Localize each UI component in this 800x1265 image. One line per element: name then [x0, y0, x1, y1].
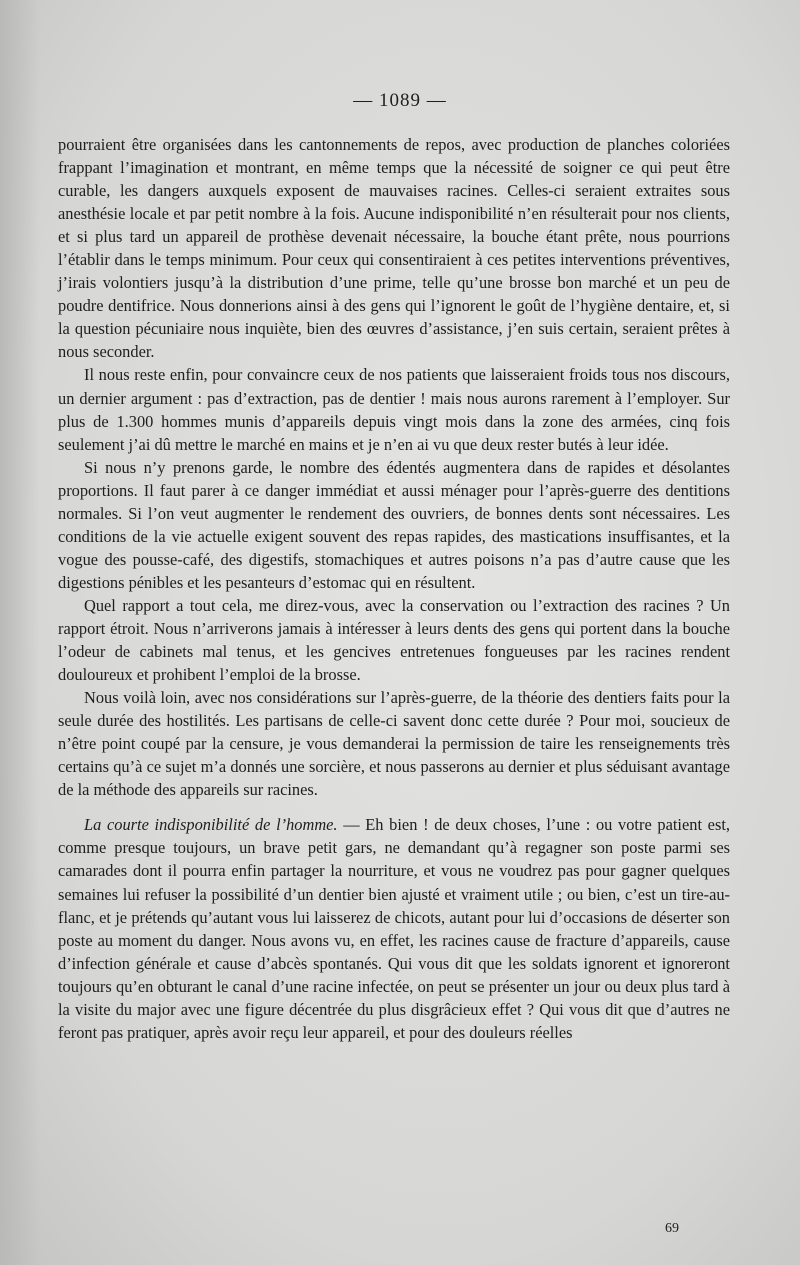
page-number: — 1089 —	[353, 90, 447, 111]
paragraph: Il nous reste enfin, pour convaincre ceux de nos patients que laisseraient froids tous nos discours, un dernier argument : pas d’extraction, pas de dentier ! mais nous aurons rarement à l’employer. Sur plus de 1.300 hommes munis d’appareils depuis vingt mois dans la zone des armées, cinq fois seulement j’ai dû mettre le marché en mains et je n’en ai vu que deux rester butés à leur idée.	[58, 365, 730, 454]
section-title: La courte indisponibilité de l’homme.	[84, 815, 338, 835]
body-text	[58, 133, 730, 1044]
section-text: — Eh bien ! de deux choses, l’une : ou votre patient est, comme presque toujours, un brave petit gars, ne demandant qu’à regagner son poste parmi ses camarades dont il pourra enfin partager la nourriture, et vous ne voudrez pas pour gagner quelques semaines lui refuser la possibilité d’un dentier bien ajusté et vraiment utile ; ou bien, c’est un tire-au-flanc, et je prétends qu’autant vous lui laisserez de chicots, autant pour lui d’occasions de déserter son poste au moment du danger. Nous avons vu, en effet, les racines cause de fracture d’appareils, cause d’infection générale et cause d’abcès spontanés. Qui vous dit que les soldats ignorent et ignoreront toujours qu’en obturant le canal d’une racine infectée, on peut se présenter un jour ou deux plus tard à la visite du major avec une figure décentrée du plus disgrâcieux effet ? Qui vous dit que d’autres ne feront pas pratiquer, après avoir reçu leur appareil, et pour des douleurs réelles	[58, 815, 730, 1042]
paragraph: Quel rapport a tout cela, me direz-vous, avec la conservation ou l’extraction des racines ? Un rapport étroit. Nous n’arriverons jamais à intéresser à leurs dents des gens qui portent dans la bouche l’odeur de cabinets mal tenus, et les gencives entretenues fongueuses par les racines rendent douloureux et prohibent l’emploi de la brosse.	[58, 595, 730, 685]
page-edge-shadow	[0, 0, 40, 1265]
signature-mark: 69	[665, 1221, 679, 1236]
paragraph-continued: pourraient être organisées dans les cantonnements de repos, avec production de planches coloriées frappant l’imagination et montrant, en même temps que la nécessité de soigner ce qui peut être curable, les dangers auxquels exposent de mauvaises racines. Celles-ci seraient extraites sous anesthésie locale et par petit nombre à la fois. Aucune indisponibilité n’en résulterait pour nos clients, et si plus tard un appareil de prothèse devenait nécessaire, la bouche étant prête, nous pourrions l’établir dans le temps minimum. Pour ceux qui consentiraient à ces petites interventions préventives, j’irais volontiers jusqu’à la distribution d’une prime, telle qu’une brosse bon marché et un peu de poudre dentifrice. Nous donnerions ainsi à des gens qui l’ignorent le goût de l’hygiène dentaire, et, si la question pécuniaire nous inquiète, bien des œuvres d’assistance, j’en suis certain, seraient prêtes à nous seconder.	[58, 135, 730, 362]
paragraph: Si nous n’y prenons garde, le nombre des édentés augmentera dans de rapides et désolantes proportions. Il faut parer à ce danger immédiat et aussi ménager pour l’après-guerre des dentitions normales. Si l’on veut augmenter le rendement des ouvriers, de bonnes dents sont nécessaires. Les conditions de la vie actuelle exigent souvent des repas rapides, des mastications insuffisantes, et la vogue des pousse-café, des digestifs, stomachiques et autres poisons n’a pas d’autre cause que les digestions pénibles et les pesanteurs d’estomac qui en résultent.	[58, 457, 730, 592]
section-paragraph	[58, 813, 730, 1043]
paragraph: Nous voilà loin, avec nos considérations sur l’après-guerre, de la théorie des dentiers faits pour la seule durée des hostilités. Les partisans de celle-ci savent donc cette durée ? Pour moi, soucieux de n’être point coupé par la censure, je vous demanderai la permission de taire les renseignements très certains qu’à ce sujet m’a donnés une sorcière, et nous passerons au dernier et plus séduisant avantage de la méthode des appareils sur racines.	[58, 688, 730, 800]
